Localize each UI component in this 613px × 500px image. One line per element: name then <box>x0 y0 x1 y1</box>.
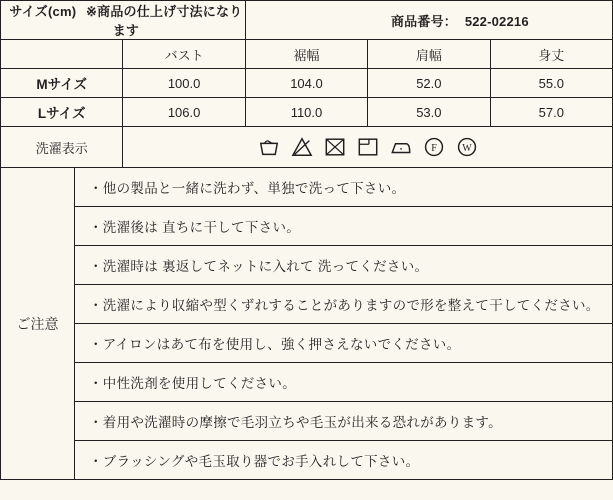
note-text-4: ・洗濯により収縮や型くずれすることがありますので形を整えて干してください。 <box>75 285 612 324</box>
col-head-hem: 裾幅 <box>245 40 367 69</box>
col-head-blank <box>1 40 123 69</box>
col-head-shoulder: 肩幅 <box>368 40 490 69</box>
wash-icons-cell <box>123 127 613 168</box>
list-item <box>75 402 612 441</box>
table-row <box>1 98 613 127</box>
notes-table <box>75 168 612 479</box>
list-item <box>75 246 612 285</box>
size-table <box>0 0 613 168</box>
cell-m-bust: 100.0 <box>123 69 245 98</box>
col-head-bust: バスト <box>123 40 245 69</box>
note-text-8: ・ブラッシングや毛玉取り器でお手入れして下さい。 <box>75 441 612 480</box>
cell-l-bust: 106.0 <box>123 98 245 127</box>
row-label-l: Lサイズ <box>1 98 123 127</box>
size-unit-label: サイズ(cm) <box>9 4 77 19</box>
notes-section <box>0 168 613 480</box>
product-number-cell <box>245 1 612 40</box>
no-tumble-dry-icon <box>324 136 346 158</box>
dry-clean-f-icon <box>423 136 445 158</box>
svg-text:W: W <box>461 143 472 155</box>
note-text-2: ・洗濯後は 直ちに干して下さい。 <box>75 207 612 246</box>
notes-label: ご注意 <box>1 168 75 479</box>
svg-text:F: F <box>430 143 437 155</box>
list-item <box>75 363 612 402</box>
cell-m-length: 55.0 <box>490 69 612 98</box>
note-text-1: ・他の製品と一緒に洗わず、単独で洗って下さい。 <box>75 168 612 207</box>
list-item <box>75 285 612 324</box>
list-item <box>75 324 612 363</box>
list-item <box>75 207 612 246</box>
list-item <box>75 168 612 207</box>
note-text-3: ・洗濯時は 裏返してネットに入れて 洗ってください。 <box>75 246 612 285</box>
note-text-7: ・着用や洗濯時の摩擦で毛羽立ちや毛玉が出来る恐れがあります。 <box>75 402 612 441</box>
table-row <box>1 69 613 98</box>
cell-m-shoulder: 52.0 <box>368 69 490 98</box>
size-table-header <box>1 40 613 69</box>
sheet-header-row <box>1 1 613 40</box>
list-item <box>75 441 612 480</box>
col-head-length: 身丈 <box>490 40 612 69</box>
cell-l-hem: 110.0 <box>245 98 367 127</box>
note-text-5: ・アイロンはあて布を使用し、強く押さえないでください。 <box>75 324 612 363</box>
cell-l-shoulder: 53.0 <box>368 98 490 127</box>
row-label-m: Mサイズ <box>1 69 123 98</box>
product-number-label: 商品番号： <box>390 13 457 29</box>
spec-note-label: ※商品の仕上げ寸法になります <box>86 4 243 38</box>
drip-dry-flat-icon <box>357 136 379 158</box>
wash-care-row <box>1 127 613 168</box>
low-iron-icon <box>390 136 412 158</box>
size-unit-cell <box>1 1 246 40</box>
wet-clean-w-icon <box>456 136 478 158</box>
product-number-value: 522-02216 <box>464 13 529 29</box>
wash-label: 洗濯表示 <box>1 127 123 168</box>
hand-wash-icon <box>258 136 280 158</box>
note-text-6: ・中性洗剤を使用してください。 <box>75 363 612 402</box>
cell-l-length: 57.0 <box>490 98 612 127</box>
no-bleach-icon <box>291 136 313 158</box>
cell-m-hem: 104.0 <box>245 69 367 98</box>
